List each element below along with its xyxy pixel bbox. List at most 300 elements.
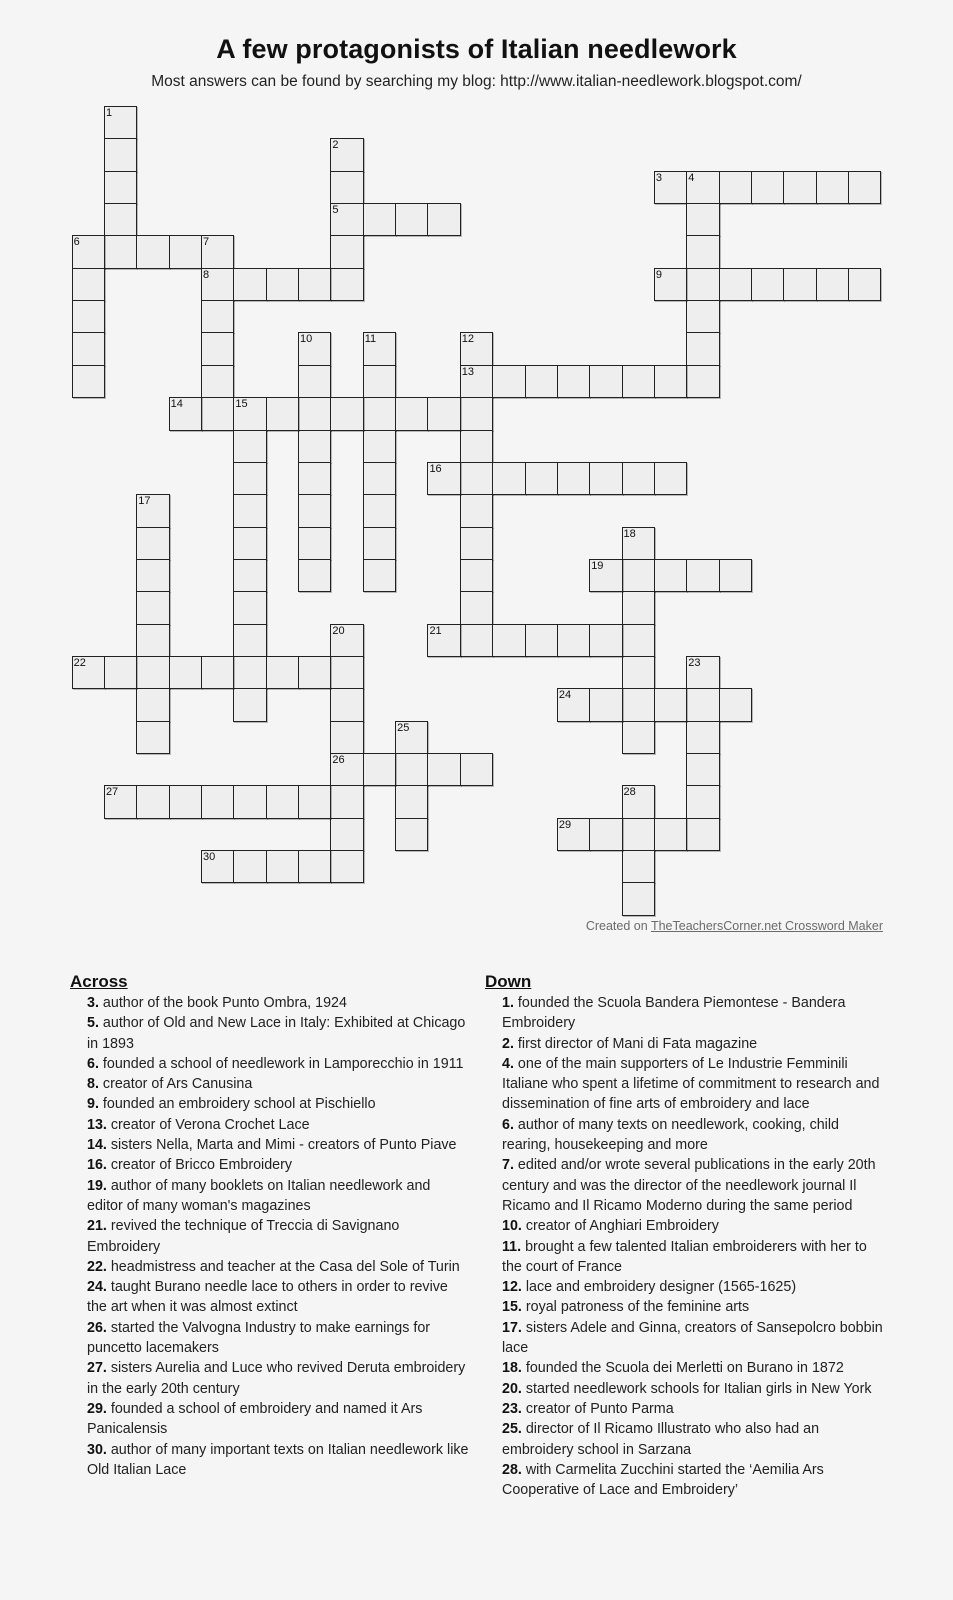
- grid-cell[interactable]: [72, 365, 105, 398]
- clue-number: 11.: [502, 1238, 522, 1255]
- grid-cell[interactable]: [460, 397, 493, 430]
- grid-cell[interactable]: [363, 365, 396, 398]
- across-clue: [70, 1440, 470, 1481]
- clue-number: 30: [203, 851, 216, 864]
- clue-text: founded an embroidery school at Pischiello: [102, 1096, 376, 1113]
- grid-cell[interactable]: [395, 753, 428, 786]
- grid-cell[interactable]: [525, 624, 558, 657]
- clue-number: 21.: [87, 1218, 107, 1235]
- clue-text: started needlework schools for Italian girls in New York: [525, 1380, 872, 1397]
- grid-cell[interactable]: [589, 818, 622, 851]
- grid-cell[interactable]: [848, 171, 881, 204]
- clue-text: founded a school of needlework in Lamporecchio in 1911: [102, 1055, 464, 1072]
- across-clue: [70, 1155, 470, 1175]
- grid-cell[interactable]: [136, 721, 169, 754]
- grid-cell[interactable]: [719, 171, 752, 204]
- grid-cell[interactable]: [298, 656, 331, 689]
- clue-number: 29: [558, 818, 572, 831]
- grid-cell[interactable]: [104, 106, 137, 139]
- grid-cell[interactable]: [72, 656, 105, 689]
- clue-number: 13: [461, 365, 475, 378]
- grid-cell[interactable]: [654, 171, 687, 204]
- grid-cell[interactable]: [330, 397, 363, 430]
- grid-cell[interactable]: [622, 462, 655, 495]
- grid-cell[interactable]: [201, 332, 234, 365]
- grid-cell[interactable]: [751, 268, 784, 301]
- clue-number: 4.: [502, 1055, 514, 1072]
- grid-cell[interactable]: [72, 268, 105, 301]
- clue-number: 8.: [87, 1076, 99, 1093]
- grid-cell[interactable]: [363, 527, 396, 560]
- grid-cell[interactable]: [395, 203, 428, 236]
- clue-number: 3: [655, 171, 663, 184]
- grid-cell[interactable]: [492, 624, 525, 657]
- grid-cell[interactable]: [719, 559, 752, 592]
- across-clue-list: [70, 993, 470, 1480]
- clue-number: 20.: [502, 1380, 522, 1397]
- clue-number: 15.: [502, 1299, 522, 1316]
- grid-cell[interactable]: [136, 235, 169, 268]
- grid-cell[interactable]: [201, 656, 234, 689]
- grid-cell[interactable]: [395, 785, 428, 818]
- grid-cell[interactable]: [460, 624, 493, 657]
- grid-cell[interactable]: [751, 171, 784, 204]
- down-clue: [485, 1358, 885, 1378]
- grid-cell[interactable]: [298, 850, 331, 883]
- clue-number: 2.: [502, 1035, 514, 1052]
- clue-number: 23: [688, 656, 701, 669]
- grid-cell[interactable]: [363, 332, 396, 365]
- clue-number: 20: [332, 624, 345, 637]
- grid-cell[interactable]: [136, 656, 169, 689]
- grid-cell[interactable]: [363, 397, 396, 430]
- grid-cell[interactable]: [622, 365, 655, 398]
- grid-cell[interactable]: [460, 591, 493, 624]
- clue-number: 4: [688, 171, 695, 184]
- grid-cell[interactable]: [686, 171, 719, 204]
- grid-cell[interactable]: [363, 430, 396, 463]
- grid-cell[interactable]: [330, 688, 363, 721]
- grid-cell[interactable]: [427, 624, 460, 657]
- across-clue: [70, 1176, 470, 1217]
- grid-cell[interactable]: [330, 721, 363, 754]
- clue-text: author of many booklets on Italian needlework and editor of many woman's magazines: [87, 1177, 431, 1214]
- grid-cell[interactable]: [233, 430, 266, 463]
- grid-cell[interactable]: [201, 785, 234, 818]
- grid-cell[interactable]: [848, 268, 881, 301]
- grid-cell[interactable]: [557, 818, 590, 851]
- grid-cell[interactable]: [233, 462, 266, 495]
- grid-cell[interactable]: [460, 365, 493, 398]
- grid-cell[interactable]: [427, 462, 460, 495]
- grid-cell[interactable]: [525, 365, 558, 398]
- grid-cell[interactable]: [201, 850, 234, 883]
- grid-cell[interactable]: [330, 656, 363, 689]
- clue-text: sisters Adele and Ginna, creators of Sansepolcro bobbin lace: [502, 1319, 883, 1357]
- grid-cell[interactable]: [589, 365, 622, 398]
- grid-cell[interactable]: [136, 559, 169, 592]
- grid-cell[interactable]: [395, 397, 428, 430]
- clue-number: 10.: [502, 1218, 522, 1235]
- grid-cell[interactable]: [330, 268, 363, 301]
- clue-number: 12.: [502, 1279, 522, 1296]
- across-clue: [70, 1074, 470, 1094]
- down-clue: [485, 1155, 885, 1216]
- clue-text: author of many important texts on Italian needlework like Old Italian Lace: [87, 1441, 469, 1478]
- clue-text: creator of Punto Parma: [525, 1400, 674, 1417]
- grid-cell[interactable]: [654, 559, 687, 592]
- grid-cell[interactable]: [233, 591, 266, 624]
- clue-number: 21: [429, 624, 442, 637]
- grid-cell[interactable]: [201, 268, 234, 301]
- clue-number: 6: [73, 236, 80, 249]
- across-clue: [70, 1277, 470, 1318]
- grid-cell[interactable]: [622, 527, 655, 560]
- grid-cell[interactable]: [233, 656, 266, 689]
- clue-text: taught Burano needle lace to others in order to revive the art when it was almost extinct: [87, 1279, 448, 1316]
- grid-cell[interactable]: [686, 300, 719, 333]
- grid-cell[interactable]: [783, 171, 816, 204]
- grid-cell[interactable]: [460, 527, 493, 560]
- grid-cell[interactable]: [136, 591, 169, 624]
- grid-cell[interactable]: [622, 721, 655, 754]
- across-clue: [70, 1054, 470, 1074]
- grid-cell[interactable]: [104, 656, 137, 689]
- clue-text: started the Valvogna Industry to make earnings for puncetto lacemakers: [87, 1319, 431, 1357]
- clue-number: 5: [332, 204, 339, 217]
- grid-cell[interactable]: [557, 624, 590, 657]
- grid-cell[interactable]: [298, 365, 331, 398]
- grid-cell[interactable]: [330, 785, 363, 818]
- grid-cell[interactable]: [622, 624, 655, 657]
- grid-cell[interactable]: [686, 365, 719, 398]
- grid-cell[interactable]: [298, 268, 331, 301]
- credit-link[interactable]: TheTeachersCorner.net Crossword Maker: [650, 919, 883, 933]
- clue-number: 10: [300, 333, 313, 346]
- grid-cell[interactable]: [233, 397, 266, 430]
- clue-number: 15: [235, 398, 248, 411]
- clue-number: 6.: [502, 1116, 514, 1133]
- clue-text: founded the Scuola dei Merletti on Burano in 1872: [525, 1360, 844, 1377]
- grid-cell[interactable]: [622, 688, 655, 721]
- clue-number: 12: [461, 333, 475, 346]
- grid-cell[interactable]: [298, 332, 331, 365]
- grid-cell[interactable]: [363, 494, 396, 527]
- clue-number: 22: [73, 656, 86, 669]
- clue-number: 11: [364, 333, 377, 346]
- down-clues: [485, 972, 885, 1500]
- clue-number: 16.: [87, 1157, 107, 1174]
- grid-cell[interactable]: [266, 656, 299, 689]
- down-clue: [485, 1460, 885, 1501]
- grid-cell[interactable]: [686, 785, 719, 818]
- grid-cell[interactable]: [298, 494, 331, 527]
- grid-cell[interactable]: [104, 138, 137, 171]
- clue-number: 19: [591, 559, 604, 572]
- grid-cell[interactable]: [816, 268, 849, 301]
- grid-cell[interactable]: [233, 527, 266, 560]
- grid-cell[interactable]: [330, 235, 363, 268]
- clue-text: lace and embroidery designer (1565-1625): [525, 1279, 797, 1296]
- clue-number: 17: [138, 495, 151, 508]
- grid-cell[interactable]: [72, 300, 105, 333]
- clue-text: brought a few talented Italian embroiderers with her to the court of France: [502, 1238, 867, 1275]
- clue-number: 25: [397, 721, 410, 734]
- across-clues: [70, 972, 470, 1480]
- grid-cell[interactable]: [460, 430, 493, 463]
- grid-cell[interactable]: [816, 171, 849, 204]
- grid-cell[interactable]: [557, 688, 590, 721]
- grid-cell[interactable]: [557, 365, 590, 398]
- clue-number: 8: [203, 268, 210, 281]
- grid-cell[interactable]: [233, 785, 266, 818]
- grid-cell[interactable]: [330, 850, 363, 883]
- grid-cell[interactable]: [622, 656, 655, 689]
- clue-text: creator of Ars Canusina: [102, 1076, 253, 1093]
- clue-number: 6.: [87, 1055, 99, 1072]
- grid-cell[interactable]: [460, 462, 493, 495]
- clue-number: 28: [623, 786, 636, 799]
- clue-number: 13.: [87, 1116, 107, 1133]
- grid-cell[interactable]: [298, 527, 331, 560]
- clue-text: revived the technique of Treccia di Savignano Embroidery: [87, 1218, 400, 1255]
- across-clue: [70, 1358, 470, 1399]
- grid-cell[interactable]: [589, 462, 622, 495]
- clue-number: 9.: [87, 1096, 99, 1113]
- across-clue: [70, 1135, 470, 1155]
- grid-cell[interactable]: [427, 397, 460, 430]
- grid-cell[interactable]: [233, 268, 266, 301]
- clue-number: 28.: [502, 1461, 522, 1478]
- down-clue: [485, 1297, 885, 1317]
- grid-cell[interactable]: [622, 559, 655, 592]
- grid-cell[interactable]: [557, 462, 590, 495]
- grid-cell[interactable]: [298, 430, 331, 463]
- grid-cell[interactable]: [589, 624, 622, 657]
- grid-cell[interactable]: [363, 462, 396, 495]
- grid-cell[interactable]: [686, 818, 719, 851]
- grid-cell[interactable]: [298, 462, 331, 495]
- grid-cell[interactable]: [686, 235, 719, 268]
- grid-cell[interactable]: [136, 527, 169, 560]
- grid-cell[interactable]: [72, 235, 105, 268]
- clue-text: royal patroness of the feminine arts: [525, 1299, 750, 1316]
- grid-cell[interactable]: [719, 688, 752, 721]
- grid-cell[interactable]: [363, 753, 396, 786]
- grid-cell[interactable]: [686, 268, 719, 301]
- clue-number: 27.: [87, 1360, 107, 1377]
- down-clue: [485, 1318, 885, 1359]
- grid-cell[interactable]: [686, 203, 719, 236]
- grid-cell[interactable]: [622, 818, 655, 851]
- clue-number: 24.: [87, 1279, 107, 1296]
- down-heading: Down: [485, 972, 532, 991]
- grid-cell[interactable]: [233, 494, 266, 527]
- down-clue: [485, 1399, 885, 1419]
- grid-cell[interactable]: [266, 268, 299, 301]
- grid-cell[interactable]: [686, 688, 719, 721]
- page-title: A few protagonists of Italian needlework: [216, 34, 737, 64]
- grid-cell[interactable]: [201, 300, 234, 333]
- grid-cell[interactable]: [525, 462, 558, 495]
- grid-cell[interactable]: [622, 785, 655, 818]
- grid-cell[interactable]: [136, 494, 169, 527]
- clue-text: author of many texts on needlework, cooking, child rearing, housekeeping and more: [502, 1116, 839, 1154]
- grid-cell[interactable]: [298, 559, 331, 592]
- clue-number: 9: [655, 268, 663, 281]
- grid-cell[interactable]: [589, 688, 622, 721]
- grid-cell[interactable]: [686, 721, 719, 754]
- clue-number: 19.: [87, 1177, 107, 1194]
- grid-cell[interactable]: [654, 462, 687, 495]
- grid-cell[interactable]: [427, 203, 460, 236]
- clue-number: 7.: [502, 1157, 514, 1174]
- clue-text: first director of Mani di Fata magazine: [517, 1035, 758, 1052]
- grid-cell[interactable]: [136, 785, 169, 818]
- grid-cell[interactable]: [492, 365, 525, 398]
- grid-cell[interactable]: [460, 559, 493, 592]
- grid-cell[interactable]: [169, 785, 202, 818]
- clue-number: 29.: [87, 1400, 107, 1417]
- clue-number: 3.: [87, 995, 99, 1011]
- grid-cell[interactable]: [104, 203, 137, 236]
- clue-text: author of the book Punto Ombra, 1924: [102, 995, 347, 1011]
- grid-cell[interactable]: [233, 624, 266, 657]
- across-clue: [70, 1399, 470, 1440]
- grid-cell[interactable]: [330, 138, 363, 171]
- clue-text: with Carmelita Zucchini started the ‘Aemilia Ars Cooperative of Lace and Embroidery’: [502, 1461, 824, 1499]
- clue-text: sisters Aurelia and Luce who revived Deruta embroidery in the early 20th century: [87, 1360, 466, 1397]
- grid-cell[interactable]: [686, 753, 719, 786]
- clue-text: founded the Scuola Bandera Piemontese - Bandera Embroidery: [502, 995, 846, 1032]
- clue-text: founded a school of embroidery and named it Ars Panicalensis: [87, 1400, 423, 1438]
- credit-line: [586, 919, 883, 933]
- grid-cell[interactable]: [330, 203, 363, 236]
- clue-number: 30.: [87, 1441, 107, 1458]
- grid-cell[interactable]: [622, 591, 655, 624]
- grid-cell[interactable]: [783, 268, 816, 301]
- grid-cell[interactable]: [104, 171, 137, 204]
- grid-cell[interactable]: [169, 397, 202, 430]
- clue-number: 18.: [502, 1360, 522, 1377]
- down-clue: [485, 1216, 885, 1236]
- grid-cell[interactable]: [589, 559, 622, 592]
- clue-number: 27: [105, 786, 119, 799]
- grid-cell[interactable]: [136, 688, 169, 721]
- clue-text: director of Il Ricamo Illustrato who also had an embroidery school in Sarzana: [502, 1421, 820, 1458]
- grid-cell[interactable]: [654, 268, 687, 301]
- grid-cell[interactable]: [298, 785, 331, 818]
- grid-cell[interactable]: [233, 688, 266, 721]
- grid-cell[interactable]: [233, 850, 266, 883]
- clue-number: 2: [332, 139, 339, 152]
- grid-cell[interactable]: [298, 397, 331, 430]
- clue-number: 16: [429, 462, 442, 475]
- across-clue: [70, 1115, 470, 1135]
- grid-cell[interactable]: [201, 365, 234, 398]
- grid-cell[interactable]: [686, 332, 719, 365]
- grid-cell[interactable]: [622, 882, 655, 915]
- down-clue: [485, 1054, 885, 1115]
- clue-number: 26.: [87, 1319, 107, 1336]
- grid-cell[interactable]: [201, 235, 234, 268]
- grid-cell[interactable]: [233, 559, 266, 592]
- grid-cell[interactable]: [136, 624, 169, 657]
- clue-text: author of Old and New Lace in Italy: Exhibited at Chicago in 1893: [87, 1015, 466, 1052]
- grid-cell[interactable]: [460, 753, 493, 786]
- clue-number: 23.: [502, 1400, 522, 1417]
- down-clue: [485, 1034, 885, 1054]
- clue-number: 1: [105, 107, 113, 119]
- down-clue: [485, 1115, 885, 1156]
- grid-cell[interactable]: [686, 656, 719, 689]
- clue-number: 7: [203, 236, 210, 249]
- clue-number: 26: [332, 754, 345, 766]
- clue-number: 5.: [87, 1015, 99, 1032]
- grid-cell[interactable]: [654, 818, 687, 851]
- grid-cell[interactable]: [169, 235, 202, 268]
- grid-cell[interactable]: [492, 462, 525, 495]
- down-clue: [485, 1237, 885, 1278]
- down-clue: [485, 1379, 885, 1399]
- grid-cell[interactable]: [686, 559, 719, 592]
- clue-text: edited and/or wrote several publications in the early 20th century and was the director of the needlework journal Il Ricamo and Il Ricamo Moderno during the same period: [502, 1157, 876, 1214]
- grid-cell[interactable]: [104, 235, 137, 268]
- clue-number: 14: [170, 398, 183, 411]
- down-clue: [485, 1419, 885, 1460]
- grid-cell[interactable]: [622, 850, 655, 883]
- clue-text: creator of Verona Crochet Lace: [110, 1116, 310, 1133]
- clue-text: creator of Bricco Embroidery: [110, 1157, 293, 1174]
- grid-cell[interactable]: [395, 818, 428, 851]
- grid-cell[interactable]: [266, 850, 299, 883]
- down-clue-list: [485, 993, 885, 1500]
- clue-number: 25.: [502, 1421, 522, 1438]
- grid-cell[interactable]: [330, 753, 363, 786]
- clue-number: 22.: [87, 1258, 107, 1275]
- across-clue: [70, 1094, 470, 1114]
- grid-cell[interactable]: [201, 397, 234, 430]
- grid-cell[interactable]: [266, 397, 299, 430]
- across-clue: [70, 1013, 470, 1054]
- grid-cell[interactable]: [363, 203, 396, 236]
- grid-cell[interactable]: [169, 656, 202, 689]
- grid-cell[interactable]: [363, 559, 396, 592]
- grid-cell[interactable]: [330, 171, 363, 204]
- down-clue: [485, 1277, 885, 1297]
- clue-number: 17.: [502, 1319, 522, 1336]
- grid-cell[interactable]: [266, 785, 299, 818]
- grid-cell[interactable]: [719, 268, 752, 301]
- grid-cell[interactable]: [427, 753, 460, 786]
- grid-cell[interactable]: [72, 332, 105, 365]
- credit-prefix: Created on: [585, 919, 651, 933]
- grid-cell[interactable]: [330, 818, 363, 851]
- grid-cell[interactable]: [330, 624, 363, 657]
- clue-number: 1.: [502, 995, 514, 1011]
- grid-cell[interactable]: [654, 365, 687, 398]
- clue-number: 18: [623, 527, 636, 540]
- across-heading: Across: [70, 972, 128, 991]
- grid-cell[interactable]: [460, 494, 493, 527]
- grid-cell[interactable]: [654, 688, 687, 721]
- grid-cell[interactable]: [104, 785, 137, 818]
- grid-cell[interactable]: [395, 721, 428, 754]
- clue-number: 14.: [87, 1137, 107, 1154]
- across-clue: [70, 1257, 470, 1277]
- clue-text: sisters Nella, Marta and Mimi - creators of Punto Piave: [110, 1137, 457, 1154]
- grid-cell[interactable]: [460, 332, 493, 365]
